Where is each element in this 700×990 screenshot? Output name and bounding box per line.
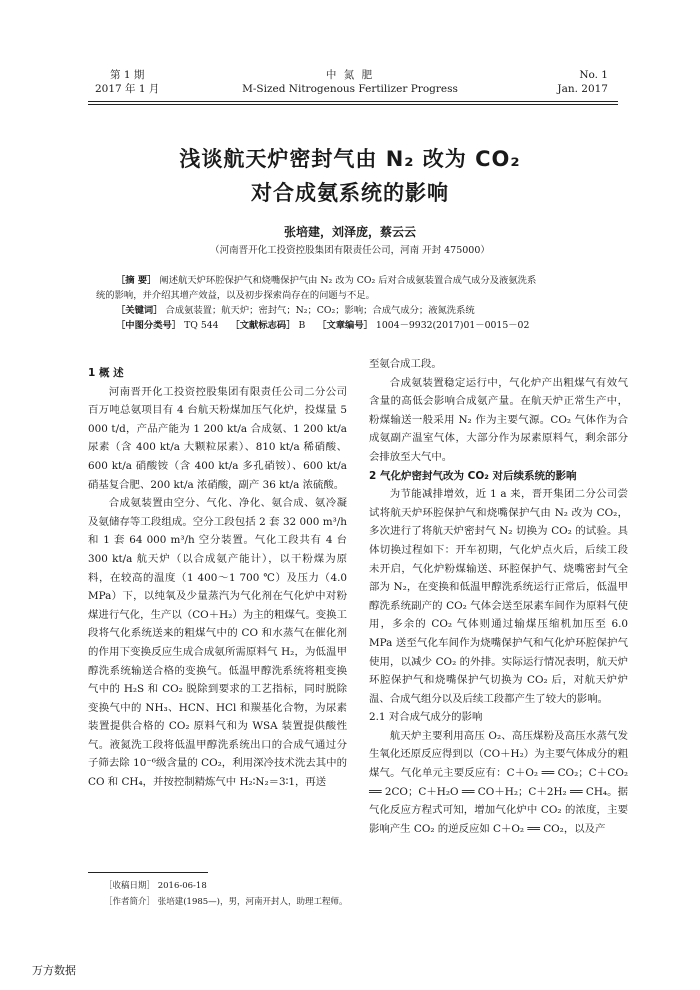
journal-cn: 中 氮 肥 [325, 69, 375, 81]
section-2-heading: 2 气化炉密封气改为 CO₂ 对后续系统的影响 [369, 469, 577, 482]
right-para-1: 合成氨装置稳定运行中，气化炉产出粗煤气有效气含量的高低会影响合成氨产量。在航天炉正常生产中，粉煤输送一般采用 N₂ 作为主要气源。CO₂ 气体作为合成氨副产温室气体，大部分作为尿素原料气，剩余部分会排放至大气中。 [369, 376, 628, 463]
footnote-rule [88, 872, 208, 873]
keywords: 合成氨装置；航天炉；密封气；N₂；CO₂；影响；合成气成分；液氮洗系统 [165, 305, 475, 316]
abstract [96, 273, 604, 333]
issue-en: No. 1 [579, 69, 608, 81]
received-date: 2016-06-18 [157, 881, 207, 891]
abstract-text-1: 阐述航天炉环腔保护气和烧嘴保护气由 N₂ 改为 CO₂ 后对合成氨装置合成气成分及液氨洗系 [159, 275, 537, 286]
cls-label: ［中图分类号］ [116, 320, 182, 331]
art-label: ［文章编号］ [317, 320, 373, 331]
header-rule-thin [88, 104, 618, 105]
footer-watermark: 万方数据 [32, 964, 76, 977]
footnote-received [104, 880, 207, 893]
right-para-3: 航天炉主要利用高压 O₂、高压煤粉及高压水蒸气发生氧化还原反应得到以（CO＋H₂）为主要气体成分的粗煤气。气化单元主要反应有：C＋O₂ ══ CO₂；C＋CO₂ ══ 2CO；C＋H₂O ══ CO＋H₂；C＋2H₂ ══ CH₄。据气化反应方程式可知，增加气化炉中 CO₂ 的浓度，主要影响产生 CO₂ 的逆反应如 C＋O₂ ══ CO₂，以及产 [369, 729, 628, 835]
keywords-label: ［关键词］ [116, 305, 163, 316]
right-para-0: 至氨合成工段。 [369, 358, 442, 370]
cls-value: TQ 544 [184, 320, 219, 331]
author-bio: 张培建(1985—)，男，河南开封人，助理工程师。 [157, 897, 348, 907]
doc-label: ［文献标志码］ [230, 320, 296, 331]
art-value: 1004－9932(2017)01－0015－02 [375, 320, 530, 331]
affiliation: （河南晋开化工投资控股集团有限责任公司，河南 开封 475000） [210, 245, 490, 256]
title-line-1: 浅谈航天炉密封气由 N₂ 改为 CO₂ [179, 147, 521, 171]
issue-cn: 第 1 期 [110, 69, 145, 81]
date-en: Jan. 2017 [557, 83, 608, 95]
left-column [88, 364, 347, 792]
journal-en: M-Sized Nitrogenous Fertilizer Progress [242, 83, 458, 95]
title-line-2: 对合成氨系统的影响 [251, 181, 449, 205]
header-right [557, 68, 608, 96]
received-label: ［收稿日期］ [104, 881, 156, 891]
date-cn: 2017 年 1 月 [95, 83, 160, 95]
right-column [369, 355, 628, 838]
section-1-heading: 1 概 述 [88, 367, 124, 379]
abstract-text-2: 统的影响，并介绍其增产效益，以及初步探索尚存在的问题与不足。 [96, 290, 375, 301]
authors: 张培建，刘泽庞，蔡云云 [283, 225, 416, 239]
doc-value: B [298, 320, 306, 331]
subsection-2-1-heading: 2.1 对合成气成分的影响 [369, 711, 483, 724]
footnote-author [104, 896, 348, 909]
abstract-label: ［摘 要］ [116, 275, 157, 286]
left-para-2: 合成氨装置由空分、气化、净化、氨合成、氨冷凝及氨储存等工段组成。空分工段包括 2 套 32 000 m³/h 和 1 套 64 000 m³/h 空分装置。气化工段共有 4 台 300 kt/a 航天炉（以合成氨产能计），以干粉煤为原料，在较高的温度（1 400～1 700 ℃）及压力（4.0 MPa）下，以纯氧及少量蒸汽为气化剂在气化炉中对粉煤进行气化，生产以（CO＋H₂）为主的粗煤气。变换工段将气化系统送来的粗煤气中的 CO 和水蒸气在催化剂的作用下变换反应生成合成氨所需原料气 H₂，为低温甲醇洗系统输送合格的变换气。低温甲醇洗系统将粗变换气中的 H₂S 和 CO₂ 脱除到要求的工艺指标，同时脱除变换气中的 NH₃、HCN、HCl 和羰基化合物，为尿素装置提供合格的 CO₂ 原料气和为 WSA 装置提供酸性气。液氮洗工段将低温甲醇洗系统出口的合成气通过分子筛去除 10⁻⁶级含量的 CO₂，利用深冷技术洗去其中的 CO 和 CH₄，并按控制精炼气中 H₂∶N₂＝3∶1，再送 [88, 497, 347, 789]
right-para-2: 为节能减排增效，近 1 a 来，晋开集团二分公司尝试将航天炉环腔保护气和烧嘴保护气由 N₂ 改为 CO₂，多次进行了将航天炉密封气 N₂ 切换为 CO₂ 的试验。具体切换过程如下：开车初期，气化炉点火后，后续工段未开启，气化炉粉煤输送、环腔保护气、烧嘴密封气全部为 N₂，在变换和低温甲醇洗系统运行正常后，低温甲醇洗系统副产的 CO₂ 气体会送至尿素车间作为原料气使用，多余的 CO₂ 气体则通过输煤压缩机加压至 6.0 MPa 送至气化车间作为烧嘴保护气和气化炉环腔保护气使用，以减少 CO₂ 的外排。实际运行情况表明，航天炉环腔保护气和烧嘴保护气切换为 CO₂ 后，对航天炉炉温、合成气组分以及后续工段都产生了较大的影响。 [369, 488, 628, 705]
left-para-1: 河南晋开化工投资控股集团有限责任公司二分公司百万吨总氨项目有 4 台航天粉煤加压气化炉，投煤量 5 000 t/d，产品产能为 1 200 kt/a 合成氨、1 200 kt/a 尿素（含 400 kt/a 大颗粒尿素）、810 kt/a 稀硝酸、600 kt/a 硝酸铵（含 400 kt/a 多孔硝铵）、600 kt/a 硝基复合肥、200 kt/a 浓硝酸，副产 36 kt/a 浓硫酸。 [88, 385, 347, 491]
header-rule [88, 101, 618, 102]
author-label: ［作者简介］ [104, 897, 156, 907]
